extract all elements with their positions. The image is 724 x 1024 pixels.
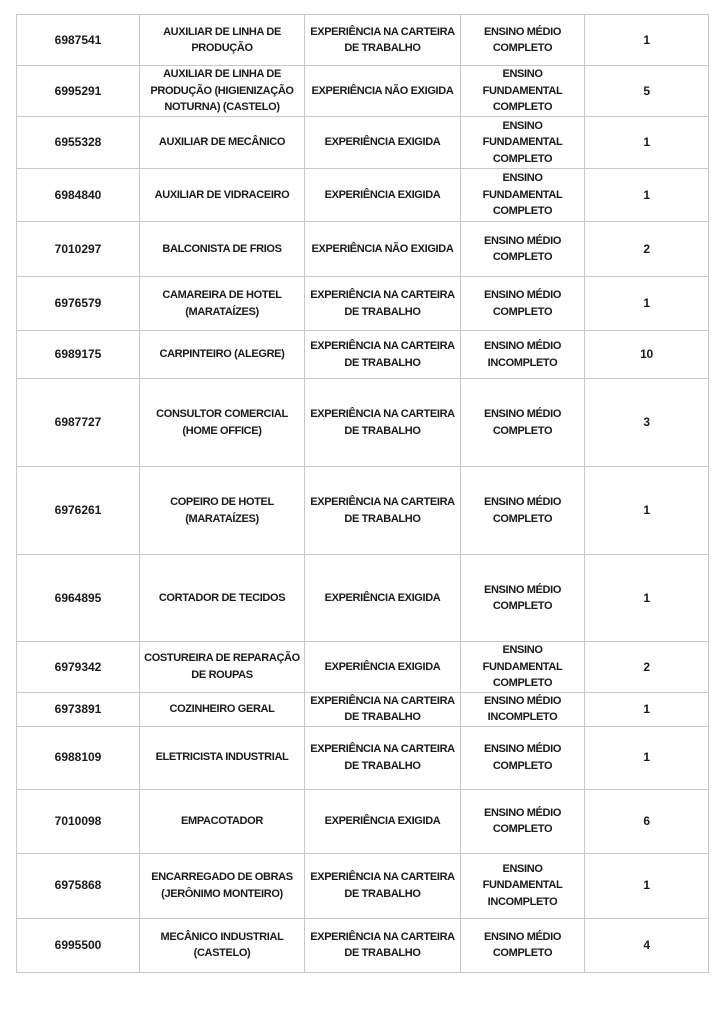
vacancy-code: 6984840 <box>17 169 140 222</box>
experience-requirement: EXPERIÊNCIA EXIGIDA <box>305 169 461 222</box>
job-title: CAMAREIRA DE HOTEL (MARATAÍZES) <box>140 277 305 331</box>
openings-count: 1 <box>585 117 709 169</box>
table-row <box>17 117 709 169</box>
vacancy-code: 6975868 <box>17 853 140 918</box>
openings-count: 5 <box>585 66 709 117</box>
experience-requirement: EXPERIÊNCIA EXIGIDA <box>305 642 461 693</box>
openings-count: 1 <box>585 169 709 222</box>
table-row <box>17 15 709 66</box>
experience-requirement: EXPERIÊNCIA NA CARTEIRA DE TRABALHO <box>305 726 461 789</box>
vacancy-code: 6976579 <box>17 277 140 331</box>
table-row <box>17 331 709 379</box>
job-title: MECÂNICO INDUSTRIAL (CASTELO) <box>140 918 305 972</box>
experience-requirement: EXPERIÊNCIA NA CARTEIRA DE TRABALHO <box>305 15 461 66</box>
education-requirement: ENSINO MÉDIO COMPLETO <box>461 726 585 789</box>
vacancy-code: 6988109 <box>17 726 140 789</box>
experience-requirement: EXPERIÊNCIA EXIGIDA <box>305 555 461 642</box>
table-row <box>17 853 709 918</box>
openings-count: 2 <box>585 222 709 277</box>
table-row <box>17 66 709 117</box>
vacancy-code: 6995500 <box>17 918 140 972</box>
experience-requirement: EXPERIÊNCIA NÃO EXIGIDA <box>305 222 461 277</box>
table-row <box>17 379 709 467</box>
job-title: COPEIRO DE HOTEL (MARATAÍZES) <box>140 467 305 555</box>
openings-count: 1 <box>585 853 709 918</box>
vacancy-code: 6979342 <box>17 642 140 693</box>
vacancy-code: 6964895 <box>17 555 140 642</box>
vacancy-code: 7010098 <box>17 789 140 853</box>
education-requirement: ENSINO MÉDIO COMPLETO <box>461 222 585 277</box>
education-requirement: ENSINO MÉDIO COMPLETO <box>461 15 585 66</box>
openings-count: 2 <box>585 642 709 693</box>
job-title: AUXILIAR DE VIDRACEIRO <box>140 169 305 222</box>
experience-requirement: EXPERIÊNCIA NA CARTEIRA DE TRABALHO <box>305 277 461 331</box>
table-row <box>17 789 709 853</box>
openings-count: 1 <box>585 726 709 789</box>
openings-count: 3 <box>585 379 709 467</box>
job-title: EMPACOTADOR <box>140 789 305 853</box>
education-requirement: ENSINO MÉDIO COMPLETO <box>461 555 585 642</box>
education-requirement: ENSINO FUNDAMENTAL INCOMPLETO <box>461 853 585 918</box>
job-title: AUXILIAR DE LINHA DE PRODUÇÃO <box>140 15 305 66</box>
experience-requirement: EXPERIÊNCIA NA CARTEIRA DE TRABALHO <box>305 379 461 467</box>
education-requirement: ENSINO MÉDIO COMPLETO <box>461 918 585 972</box>
job-title: CORTADOR DE TECIDOS <box>140 555 305 642</box>
experience-requirement: EXPERIÊNCIA EXIGIDA <box>305 117 461 169</box>
job-title: CONSULTOR COMERCIAL (HOME OFFICE) <box>140 379 305 467</box>
vacancy-code: 7010297 <box>17 222 140 277</box>
table-row <box>17 555 709 642</box>
openings-count: 10 <box>585 331 709 379</box>
vacancy-code: 6989175 <box>17 331 140 379</box>
job-title: COSTUREIRA DE REPARAÇÃO DE ROUPAS <box>140 642 305 693</box>
table-row <box>17 467 709 555</box>
table-row <box>17 692 709 726</box>
table-row <box>17 169 709 222</box>
education-requirement: ENSINO MÉDIO COMPLETO <box>461 789 585 853</box>
table-row <box>17 726 709 789</box>
vacancy-code: 6995291 <box>17 66 140 117</box>
education-requirement: ENSINO MÉDIO COMPLETO <box>461 277 585 331</box>
openings-count: 1 <box>585 555 709 642</box>
openings-count: 6 <box>585 789 709 853</box>
education-requirement: ENSINO FUNDAMENTAL COMPLETO <box>461 117 585 169</box>
openings-count: 1 <box>585 277 709 331</box>
table-row <box>17 222 709 277</box>
vacancy-code: 6987541 <box>17 15 140 66</box>
job-title: AUXILIAR DE LINHA DE PRODUÇÃO (HIGIENIZAÇÃO NOTURNA) (CASTELO) <box>140 66 305 117</box>
openings-count: 4 <box>585 918 709 972</box>
openings-count: 1 <box>585 692 709 726</box>
job-title: AUXILIAR DE MECÂNICO <box>140 117 305 169</box>
openings-count: 1 <box>585 467 709 555</box>
experience-requirement: EXPERIÊNCIA NA CARTEIRA DE TRABALHO <box>305 918 461 972</box>
vacancy-code: 6973891 <box>17 692 140 726</box>
experience-requirement: EXPERIÊNCIA NÃO EXIGIDA <box>305 66 461 117</box>
experience-requirement: EXPERIÊNCIA EXIGIDA <box>305 789 461 853</box>
vacancy-code: 6955328 <box>17 117 140 169</box>
experience-requirement: EXPERIÊNCIA NA CARTEIRA DE TRABALHO <box>305 467 461 555</box>
job-title: BALCONISTA DE FRIOS <box>140 222 305 277</box>
job-title: ENCARREGADO DE OBRAS (JERÔNIMO MONTEIRO) <box>140 853 305 918</box>
education-requirement: ENSINO FUNDAMENTAL COMPLETO <box>461 66 585 117</box>
education-requirement: ENSINO FUNDAMENTAL COMPLETO <box>461 169 585 222</box>
job-title: ELETRICISTA INDUSTRIAL <box>140 726 305 789</box>
education-requirement: ENSINO MÉDIO INCOMPLETO <box>461 331 585 379</box>
job-title: CARPINTEIRO (ALEGRE) <box>140 331 305 379</box>
table-row <box>17 277 709 331</box>
education-requirement: ENSINO MÉDIO COMPLETO <box>461 379 585 467</box>
education-requirement: ENSINO MÉDIO INCOMPLETO <box>461 692 585 726</box>
experience-requirement: EXPERIÊNCIA NA CARTEIRA DE TRABALHO <box>305 853 461 918</box>
experience-requirement: EXPERIÊNCIA NA CARTEIRA DE TRABALHO <box>305 692 461 726</box>
vacancy-code: 6976261 <box>17 467 140 555</box>
table-row <box>17 642 709 693</box>
openings-count: 1 <box>585 15 709 66</box>
table-row <box>17 918 709 972</box>
job-vacancies-table <box>16 14 709 973</box>
vacancy-code: 6987727 <box>17 379 140 467</box>
experience-requirement: EXPERIÊNCIA NA CARTEIRA DE TRABALHO <box>305 331 461 379</box>
job-title: COZINHEIRO GERAL <box>140 692 305 726</box>
education-requirement: ENSINO FUNDAMENTAL COMPLETO <box>461 642 585 693</box>
education-requirement: ENSINO MÉDIO COMPLETO <box>461 467 585 555</box>
